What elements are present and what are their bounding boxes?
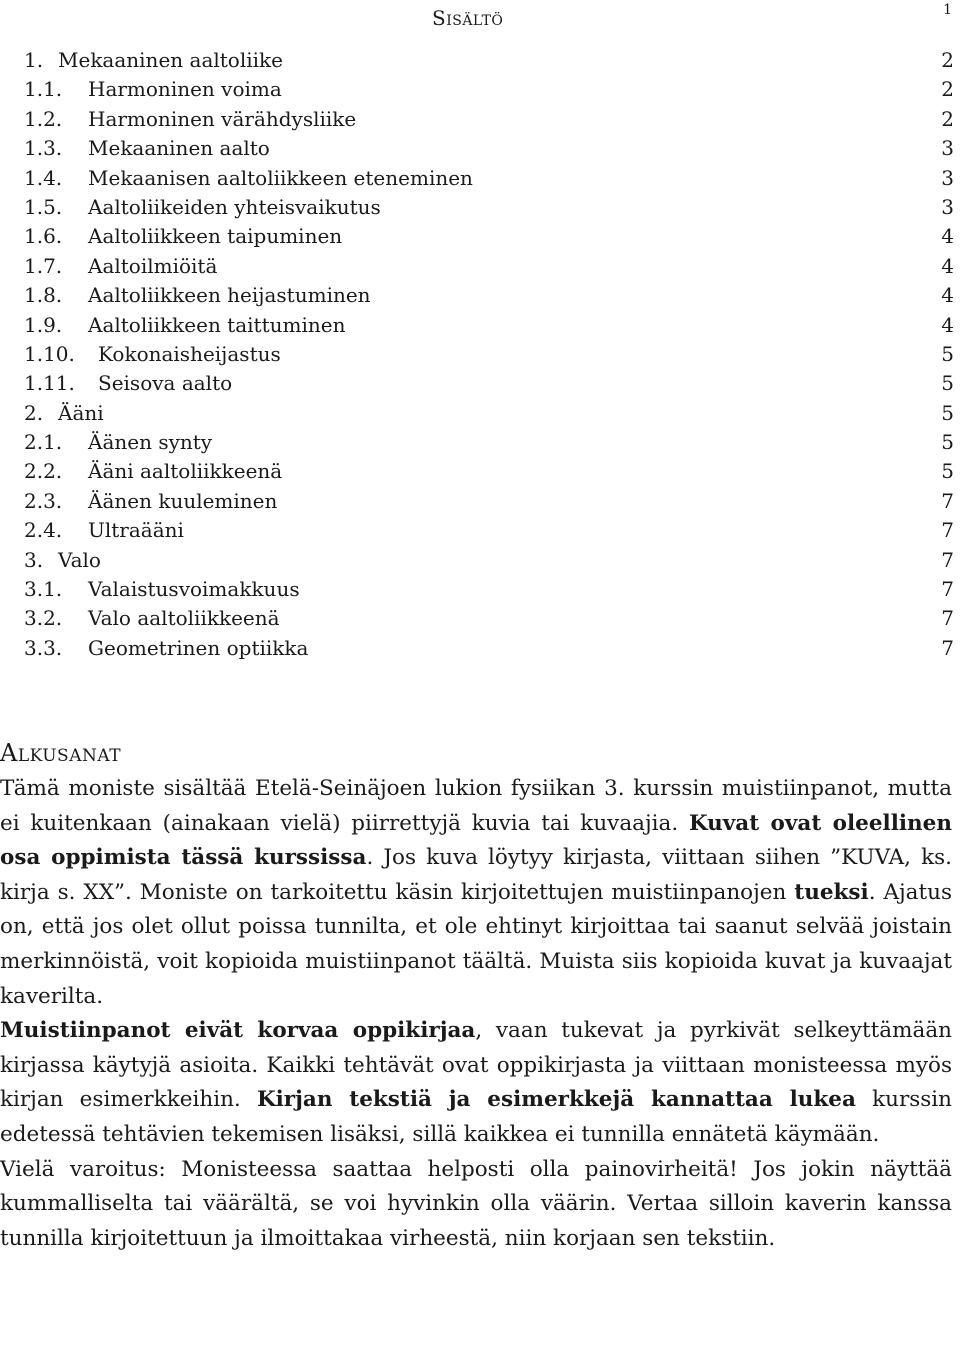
toc-entry-label: Aaltoliikkeen taittuminen (88, 312, 346, 337)
preface-emphasis: Kuvat ovat oleellinen osa oppimista tässä kurssissa (0, 810, 952, 871)
toc-entry[interactable] (24, 457, 954, 486)
toc-entry-label: Äänen synty (88, 430, 213, 455)
toc-entry-label: Ääni (58, 400, 104, 425)
toc-entry-page: 2 (941, 106, 954, 131)
toc-entry-page: 3 (941, 165, 954, 190)
preface-text: kurssin edetessä tehtävien tekemisen lisäksi, sillä kaikkea ei tunnilla ennätetä käymään. (0, 1087, 953, 1147)
toc-entry-label: Aaltoliikeiden yhteisvaikutus (88, 194, 381, 219)
toc-entry-page: 2 (941, 77, 954, 102)
toc-entry-number: 2.3. (24, 488, 63, 513)
toc-entry-label: Kokonaisheijastus (98, 341, 281, 366)
toc-entry-page: 7 (941, 488, 954, 513)
preface-text: . Ajatus on, että jos olet ollut poissa tunnilta, et ole ehtinyt kirjoittaa tai saanut selvää joistain merkinnöistä, voit kopioida muistiinpanot täältä. Muista siis kopioida kuvat ja kuvaajat kaverilta. (0, 879, 952, 1009)
toc-entry[interactable] (24, 428, 954, 457)
preface-text: , vaan tukevat ja pyrkivät selkeyttämään kirjassa käytyjä asioita. Kaikki tehtävät ovat oppikirjasta ja viittaan monisteessa myös kirjan esimerkkeihin. (0, 1018, 952, 1113)
toc-entry-number: 1.7. (24, 253, 63, 278)
preface-paragraph-1 (0, 772, 952, 1014)
toc-entry-page: 3 (941, 136, 954, 161)
toc-entry-label: Harmoninen värähdysliike (88, 106, 357, 131)
toc-entry-number: 3.1. (24, 577, 63, 602)
toc-entry[interactable] (24, 193, 954, 222)
toc-entry-label: Valo (58, 547, 101, 572)
preface-text: Tämä moniste sisältää Etelä-Seinäjoen lukion fysiikan 3. kurssin muistiinpanot, mutta ei kuitenkaan (ainakaan vielä) piirrettyjä kuvia tai kuvaajia. (0, 776, 952, 836)
toc-entry-number: 1.9. (24, 312, 63, 337)
preface-paragraph-3 (0, 1153, 952, 1257)
toc-entry-number: 1.8. (24, 283, 63, 308)
toc-entry-page: 5 (941, 341, 954, 366)
toc-entry[interactable] (24, 75, 954, 104)
toc-entry-page: 5 (941, 459, 954, 484)
preface-emphasis: Kirjan tekstiä ja esimerkkejä kannattaa lukea (256, 1087, 856, 1113)
toc-entry-number: 3.3. (24, 635, 63, 660)
toc-entry-page: 7 (941, 547, 954, 572)
toc-entry[interactable] (24, 164, 954, 193)
toc-entry-label: Valaistusvoimakkuus (88, 577, 300, 602)
toc-entry[interactable] (24, 575, 954, 604)
toc-entry[interactable] (24, 252, 954, 281)
preface-text: . Jos kuva löytyy kirjasta, viittaan siihen ”KUVA, ks. kirja s. XX”. Moniste on tarkoitettu käsin kirjoitettujen muistiinpanojen (0, 845, 952, 905)
toc-entry-page: 3 (941, 194, 954, 219)
toc-entry-page: 5 (941, 400, 954, 425)
toc-entry[interactable] (24, 369, 954, 398)
toc-entry-label: Valo aaltoliikkeenä (88, 606, 280, 631)
toc-entry-page: 7 (941, 518, 954, 543)
toc-entry-label: Geometrinen optiikka (88, 635, 309, 660)
toc-entry-page: 7 (941, 635, 954, 660)
toc-entry-label: Äänen kuuleminen (88, 488, 278, 513)
toc-entry[interactable] (24, 311, 954, 340)
preface-paragraph-2 (0, 1014, 952, 1152)
toc-entry-label: Mekaaninen aalto (88, 136, 270, 161)
toc-entry-number: 2.2. (24, 459, 63, 484)
toc-entry-label: Mekaanisen aaltoliikkeen eteneminen (88, 165, 473, 190)
toc-entry[interactable] (24, 604, 954, 633)
toc-entry-page: 5 (941, 430, 954, 455)
toc-entry-number: 1.6. (24, 224, 63, 249)
toc-entry-number: 1.10. (24, 341, 75, 366)
toc-entry-label: Mekaaninen aaltoliike (58, 48, 283, 72)
toc-entry[interactable] (24, 516, 954, 545)
toc-entry-page: 5 (941, 371, 954, 396)
toc-entry[interactable] (24, 281, 954, 310)
toc-entry-label: Aaltoliikkeen taipuminen (88, 224, 343, 249)
page-title: Sisältö (432, 6, 504, 30)
toc-entry-page: 7 (941, 577, 954, 602)
toc-entry-label: Aaltoilmiöitä (88, 253, 218, 278)
toc-entry-page: 4 (941, 312, 954, 337)
toc-entry[interactable] (24, 105, 954, 134)
toc-entry-number: 3. (24, 547, 44, 572)
toc-entry[interactable] (24, 487, 954, 516)
toc-entry-number: 2.1. (24, 430, 63, 455)
toc-entry-label: Harmoninen voima (88, 77, 282, 102)
page-header (0, 2, 960, 32)
toc-entry-page: 4 (941, 224, 954, 249)
toc-entry-number: 1.3. (24, 136, 63, 161)
toc-entry-number: 3.2. (24, 606, 63, 631)
page-number: 1 (943, 2, 952, 18)
preface-emphasis: Muistiinpanot eivät korvaa oppikirjaa (0, 1018, 476, 1044)
toc-entry-label: Seisova aalto (98, 371, 233, 396)
toc-entry-number: 2. (24, 400, 44, 425)
preface-text: Vielä varoitus: Monisteessa saattaa helposti olla painovirheitä! Jos jokin näyttää kummalliselta tai väärältä, se voi hyvinkin olla väärin. Vertaa silloin kaverin kanssa tunnilla kirjoitettuun ja ilmoittakaa virheestä, niin korjaan sen tekstiin. (0, 1156, 952, 1251)
toc-entry-number: 1.2. (24, 106, 63, 131)
toc-entry-number: 1. (24, 48, 44, 72)
toc-entry[interactable] (24, 46, 954, 75)
toc-entry-number: 1.5. (24, 194, 63, 219)
toc-entry[interactable] (24, 222, 954, 251)
preface-heading: Alkusanat (0, 739, 122, 767)
toc-entry-label: Ultraääni (88, 518, 184, 543)
toc-entry-number: 1.4. (24, 165, 63, 190)
toc-entry[interactable] (24, 634, 954, 663)
toc-entry-page: 2 (941, 48, 954, 72)
toc-entry-page: 7 (941, 606, 954, 631)
table-of-contents (24, 46, 954, 663)
toc-entry-label: Ääni aaltoliikkeenä (88, 459, 283, 484)
toc-entry-page: 4 (941, 283, 954, 308)
preface-emphasis: tueksi (794, 879, 869, 905)
toc-entry[interactable] (24, 134, 954, 163)
toc-entry-number: 1.1. (24, 77, 63, 102)
toc-entry[interactable] (24, 546, 954, 575)
toc-entry-number: 2.4. (24, 518, 63, 543)
toc-entry-page: 4 (941, 253, 954, 278)
toc-entry[interactable] (24, 399, 954, 428)
toc-entry[interactable] (24, 340, 954, 369)
preface-section (0, 736, 952, 1256)
toc-entry-number: 1.11. (24, 371, 75, 396)
toc-entry-label: Aaltoliikkeen heijastuminen (88, 283, 371, 308)
